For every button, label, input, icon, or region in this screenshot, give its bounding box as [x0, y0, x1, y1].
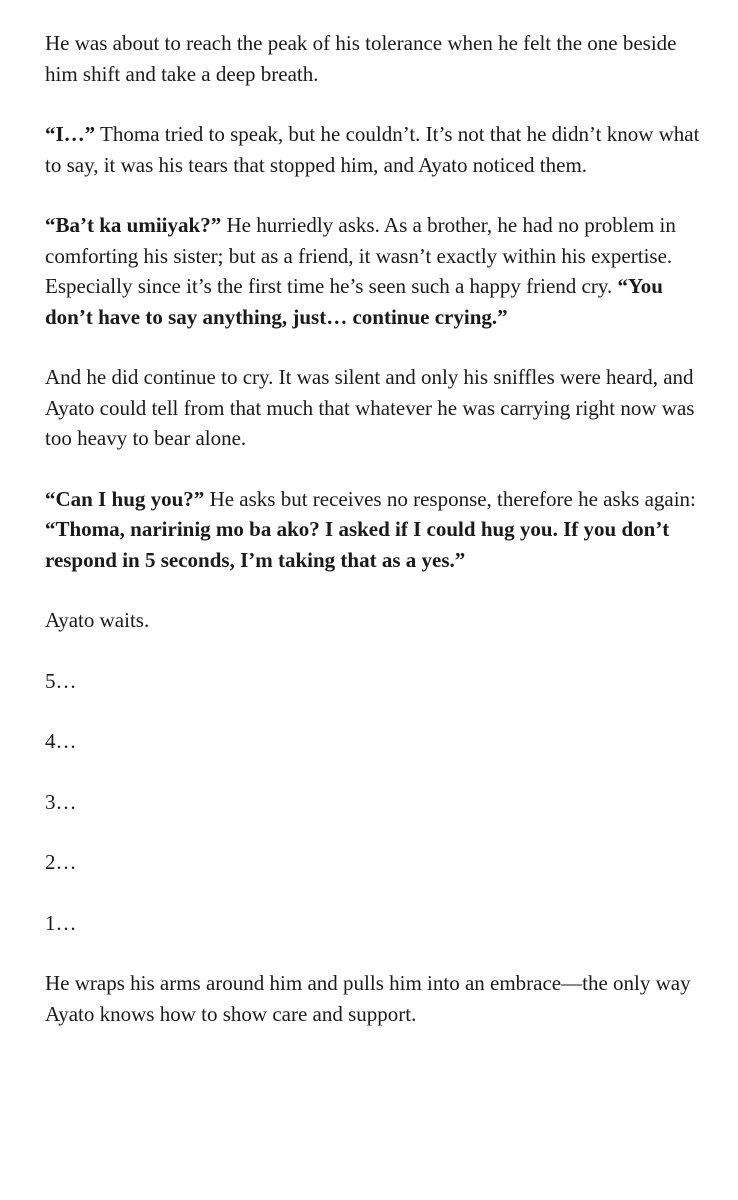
countdown-5: 5… [45, 668, 77, 693]
countdown-4: 4… [45, 729, 77, 753]
paragraph-5 [45, 484, 705, 576]
paragraph-6: Ayato waits. [45, 608, 150, 632]
dialogue-line: “Thoma, naririnig mo ba ako? I asked if I could hug you. If you don’t respond in 5 seconds, I’m taking that as a yes.” [45, 517, 670, 572]
narration: He hurriedly asks. As a brother, he had no problem in comforting his sister; but as a friend, it wasn’t exactly within his expertise. Especially since it’s the first time he’s seen such a happy friend cry. [45, 213, 676, 298]
dialogue-line: “Ba’t ka umiiyak?” [45, 213, 222, 237]
narration: He asks but receives no response, therefore he asks again: [204, 486, 696, 511]
dialogue-line: “You don’t have to say anything, just… continue crying.” [45, 274, 663, 329]
countdown-3: 3… [45, 789, 77, 814]
dialogue-line: “I…” [45, 122, 96, 146]
paragraph-7: He wraps his arms around him and pulls him into an embrace—the only way Ayato knows how to show care and support. [45, 971, 691, 1026]
dialogue-line: “Can I hug you?” [45, 486, 205, 511]
paragraph-4: And he did continue to cry. It was silent and only his sniffles were heard, and Ayato could tell from that much that whatever he was carrying right now was too heavy to bear alone. [45, 365, 695, 450]
narration: Thoma tried to speak, but he couldn’t. It’s not that he didn’t know what to say, it was his tears that stopped him, and Ayato noticed them. [45, 122, 700, 177]
paragraph-1: He was about to reach the peak of his tolerance when he felt the one beside him shift and take a deep breath. [45, 31, 677, 86]
paragraph-3 [45, 210, 705, 332]
countdown-1: 1… [45, 910, 77, 935]
story-text [45, 28, 705, 1059]
paragraph-2 [45, 119, 705, 180]
countdown-2: 2… [45, 850, 77, 874]
